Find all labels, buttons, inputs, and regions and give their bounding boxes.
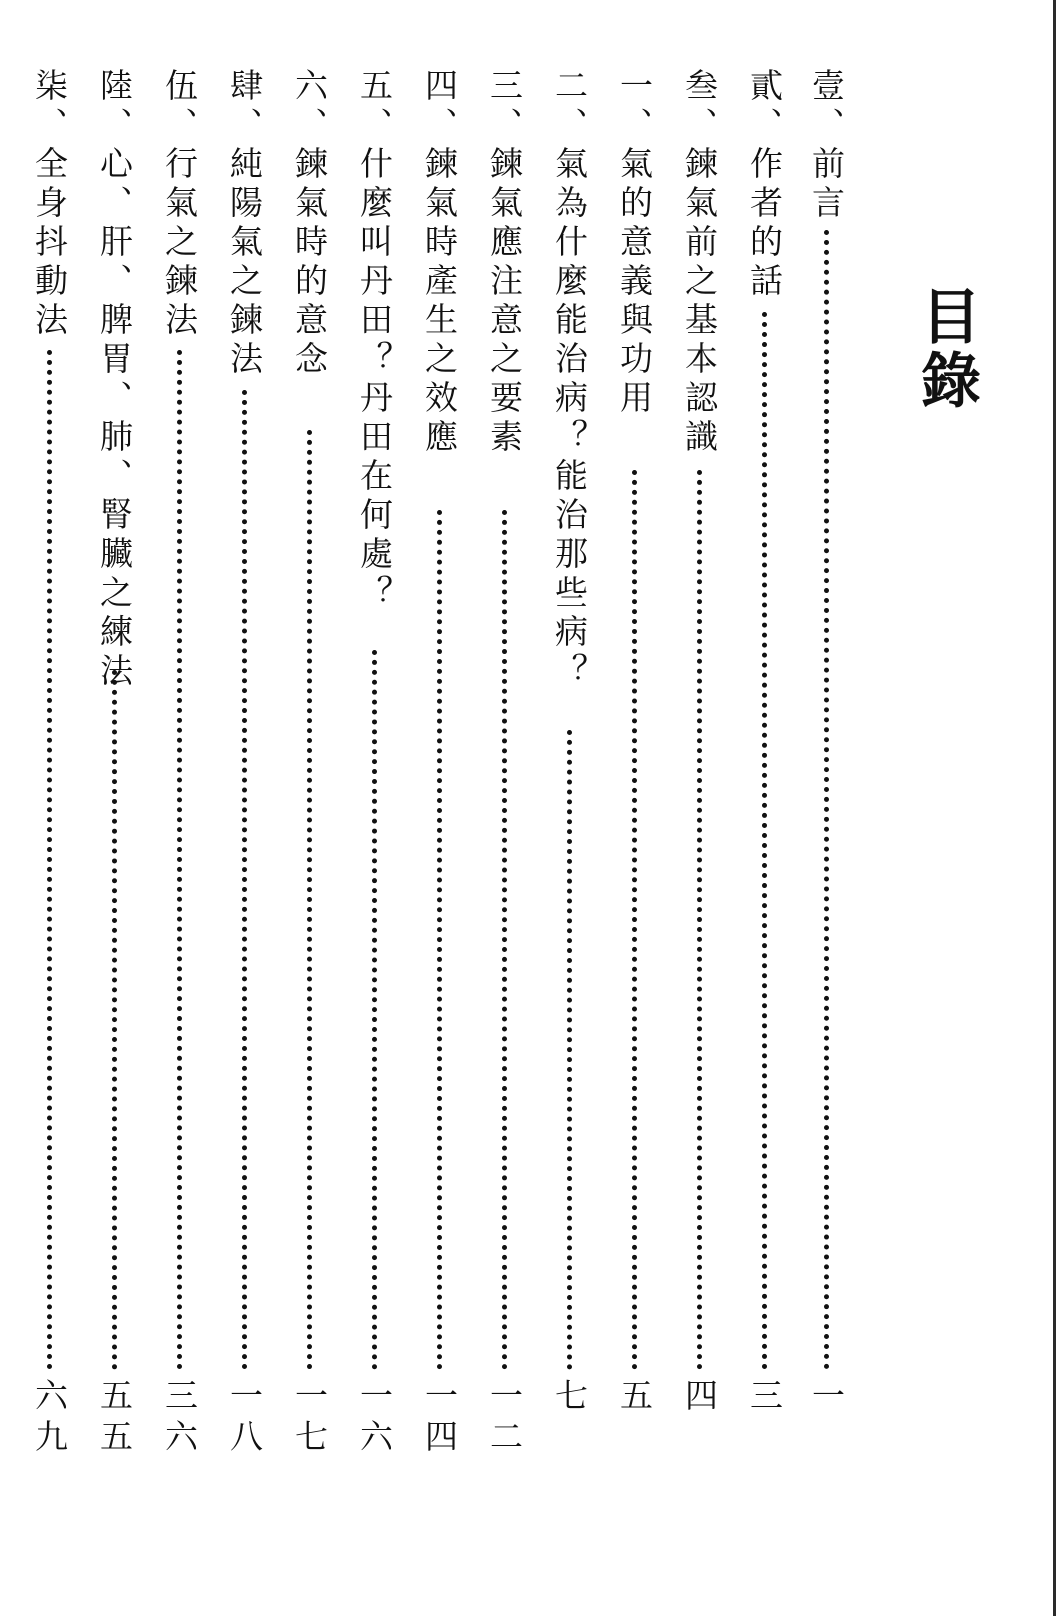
dot-leader [567,730,572,1370]
page-number: 一 [807,1378,846,1419]
toc-entry[interactable] [283,50,331,1530]
page-number: 四 [680,1378,719,1419]
dot-leader [112,670,117,1370]
dot-leader [47,350,52,1370]
toc-entry[interactable] [673,50,721,1530]
page-number: 一六 [355,1378,394,1460]
entry-title: 壹、前言 [807,68,846,224]
toc-entry[interactable] [478,50,526,1530]
entry-title: 一、氣的意義與功用 [615,68,654,419]
page-number: 三 [745,1378,784,1419]
dot-leader [632,470,637,1370]
toc-entry[interactable] [608,50,656,1530]
dot-leader [824,230,829,1370]
dot-leader [307,430,312,1370]
entry-title: 二、氣為什麼能治病？能治那些病？ [550,68,589,692]
page-number: 一七 [290,1378,329,1460]
page-number: 七 [550,1378,589,1419]
toc-list [0,50,1056,1530]
page-number: 六九 [30,1378,69,1460]
entry-title: 柒、全身抖動法 [30,68,69,341]
page-number: 一八 [225,1378,264,1460]
entry-title: 叁、鍊氣前之基本認識 [680,68,719,458]
dot-leader [437,510,442,1370]
page-title: 目錄 [911,285,981,413]
dot-leader [372,650,377,1370]
toc-entry[interactable] [153,50,201,1530]
toc-entry[interactable] [218,50,266,1530]
page-number: 五 [615,1378,654,1419]
entry-title: 四、鍊氣時產生之效應 [420,68,459,458]
toc-entry[interactable] [738,50,786,1530]
page-number: 一二 [485,1378,524,1460]
toc-entry[interactable] [88,50,136,1530]
dot-leader [697,470,702,1370]
entry-title: 肆、純陽氣之鍊法 [225,68,264,380]
toc-entry[interactable] [413,50,461,1530]
toc-entry[interactable] [348,50,396,1530]
dot-leader [177,350,182,1370]
entry-title: 五、什麼叫丹田？丹田在何處？ [355,68,394,614]
entry-title: 陸、心、肝、脾胃、肺、腎臟之練法 [95,68,134,692]
toc-entry[interactable] [800,50,848,1530]
page-number: 五五 [95,1378,134,1460]
toc-entry[interactable] [543,50,591,1530]
entry-title: 六、鍊氣時的意念 [290,68,329,380]
page-number: 三六 [160,1378,199,1460]
entry-title: 伍、行氣之鍊法 [160,68,199,341]
page-number: 一四 [420,1378,459,1460]
dot-leader [242,390,247,1370]
dot-leader [502,510,507,1370]
toc-entry[interactable] [23,50,71,1530]
entry-title: 貳、作者的話 [745,68,784,302]
dot-leader [762,312,767,1370]
entry-title: 三、鍊氣應注意之要素 [485,68,524,458]
